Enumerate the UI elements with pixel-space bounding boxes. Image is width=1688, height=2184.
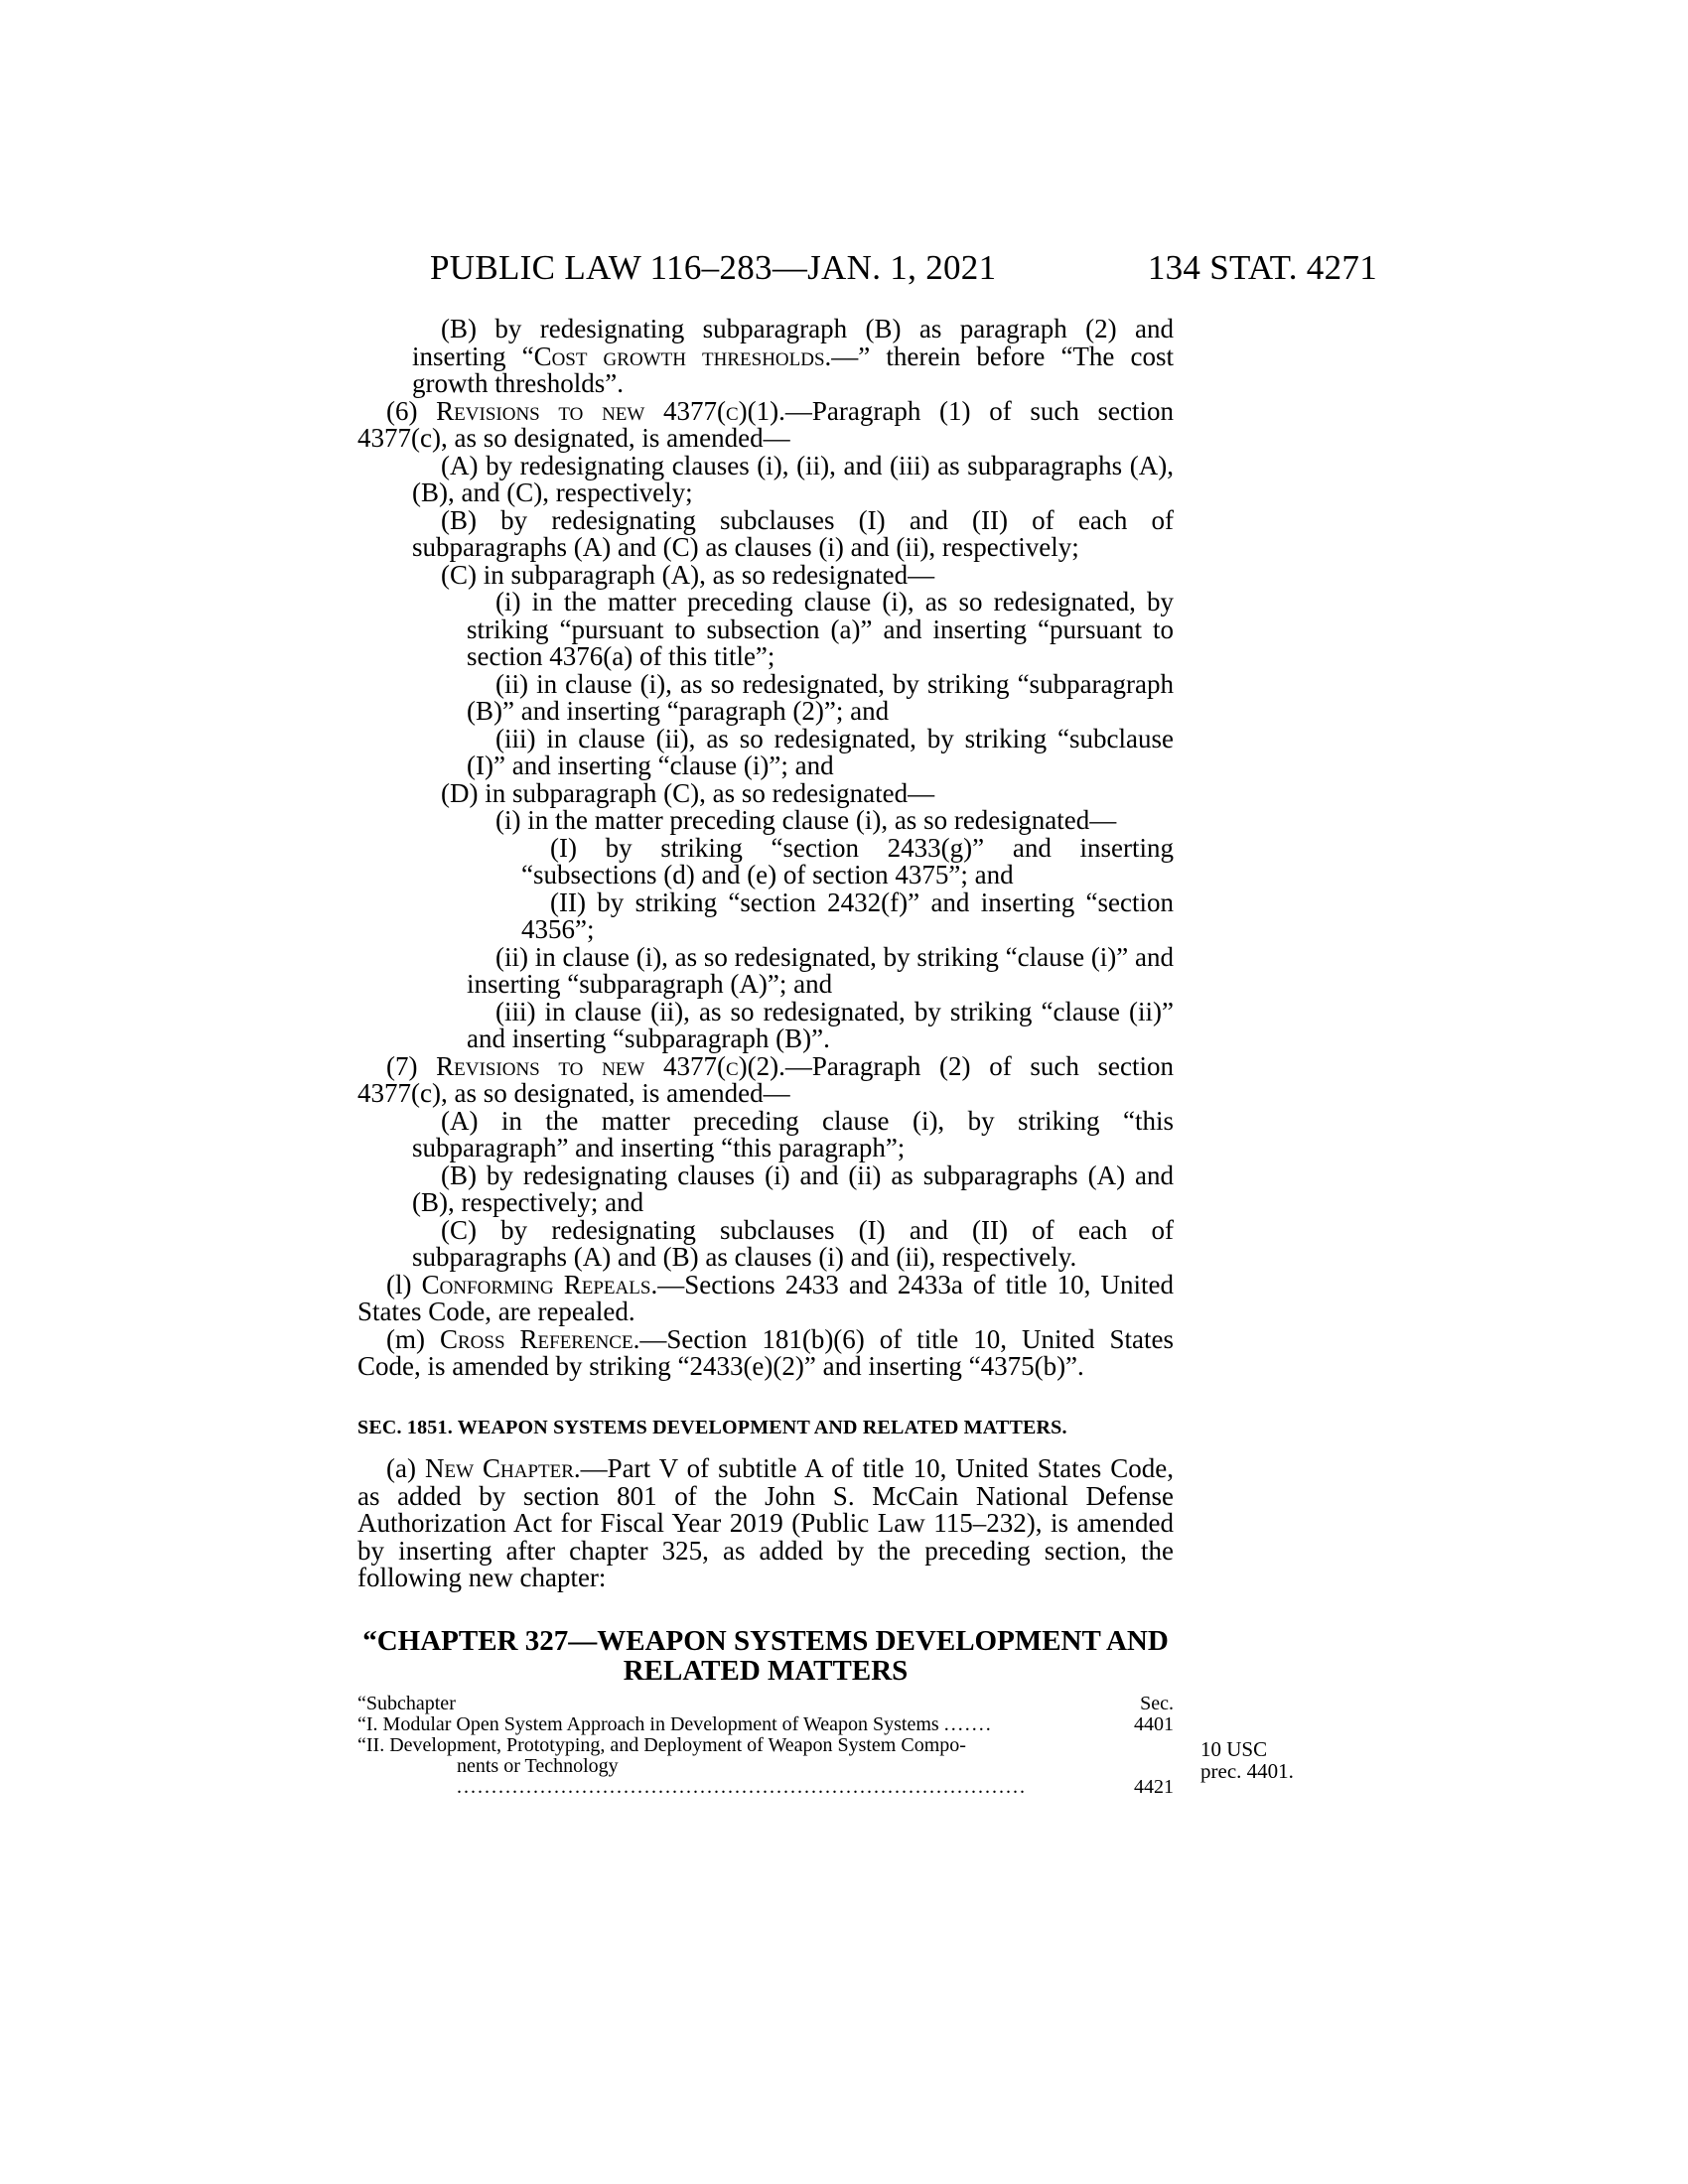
toc-header	[357, 1694, 1174, 1714]
margin-note	[1200, 1738, 1294, 1782]
chapter-heading	[357, 1626, 1174, 1686]
table-of-contents	[357, 1694, 1174, 1798]
paragraph: (6) Revisions to new 4377(c)(1).—Paragraph (1) of such section 4377(c), as so designated, is amended—	[357, 395, 1175, 453]
toc-row-title: “I. Modular Open System Approach in Development of Weapon Systems .......	[357, 1712, 993, 1735]
paragraph: (I) by striking “section 2433(g)” and inserting “subsections (d) and (e) of section 4375”; and	[521, 832, 1174, 889]
running-header-stat-page: 134 STAT. 4271	[1147, 248, 1377, 287]
section-heading: SEC. 1851. WEAPON SYSTEMS DEVELOPMENT AND RELATED MATTERS.	[357, 1416, 1067, 1438]
paragraph: (7) Revisions to new 4377(c)(2).—Paragraph (2) of such section 4377(c), as so designated, is amended—	[357, 1050, 1175, 1108]
paragraph: (iii) in clause (ii), as so redesignated, by striking “clause (ii)” and inserting “subparagraph (B)”.	[467, 996, 1174, 1053]
toc-row-title-cont: nents or Technology	[457, 1754, 619, 1777]
paragraph: (l) Conforming Repeals.—Sections 2433 and 2433a of title 10, United States Code, are repealed.	[357, 1269, 1174, 1326]
paragraph: (B) by redesignating subclauses (I) and (II) of each of subparagraphs (A) and (C) as clauses (i) and (ii), respectively;	[412, 504, 1174, 562]
paragraph: (A) in the matter preceding clause (i), by striking “this subparagraph” and inserting “this paragraph”;	[412, 1105, 1174, 1162]
paragraph-heading: Revisions to new 4377(c)(2)	[436, 1050, 779, 1081]
section-paragraph-a	[357, 1455, 1174, 1592]
paragraph: (C) by redesignating subclauses (I) and (II) of each of subparagraphs (A) and (B) as clauses (i) and (ii), respectively.	[412, 1214, 1174, 1272]
toc-row: “II. Development, Prototyping, and Deployment of Weapon System Compo- nents or Technology .................................................................................. 4421	[357, 1733, 1174, 1798]
body-text	[357, 316, 1174, 1798]
paragraph: (ii) in clause (i), as so redesignated, by striking “subparagraph (B)” and inserting “paragraph (2)”; and	[467, 668, 1174, 726]
paragraph: (B) by redesignating subparagraph (B) as paragraph (2) and inserting “Cost growth thresholds.—” therein before “The cost growth thresholds”.	[412, 314, 1174, 398]
paragraph: (iii) in clause (ii), as so redesignated, by striking “subclause (I)” and inserting “clause (i)”; and	[467, 723, 1174, 780]
paragraph: (ii) in clause (i), as so redesignated, by striking “clause (i)” and inserting “subparagraph (A)”; and	[467, 941, 1175, 999]
paragraph-heading: Cross Reference	[439, 1323, 633, 1354]
toc-col-subchapter: “Subchapter	[357, 1692, 456, 1714]
paragraph: (i) in the matter preceding clause (i), as so redesignated—	[495, 805, 1117, 835]
para-a-number: (a)	[386, 1453, 425, 1483]
paragraph: (II) by striking “section 2432(f)” and inserting “section 4356”;	[521, 887, 1174, 944]
paragraph-list	[357, 316, 1174, 1381]
paragraph: (B) by redesignating clauses (i) and (ii) as subparagraphs (A) and (B), respectively; and	[412, 1160, 1174, 1217]
paragraph: (m) Cross Reference.—Section 181(b)(6) of title 10, United States Code, is amended by striking “2433(e)(2)” and inserting “4375(b)”.	[357, 1323, 1174, 1381]
paragraph: (A) by redesignating clauses (i), (ii), and (iii) as subparagraphs (A), (B), and (C), respectively;	[412, 450, 1174, 507]
paragraph: (C) in subparagraph (A), as so redesignated—	[441, 559, 935, 590]
margin-note-line1: 10 USC	[1200, 1737, 1268, 1761]
toc-row-sec: 4401	[1134, 1712, 1174, 1735]
paragraph: (D) in subparagraph (C), as so redesignated—	[441, 777, 935, 808]
paragraph-heading: Conforming Repeals	[421, 1269, 651, 1299]
margin-note-line2: prec. 4401.	[1200, 1759, 1294, 1783]
toc-row-title: “II. Development, Prototyping, and Deployment of Weapon System Compo-	[357, 1733, 966, 1756]
paragraph-heading: Revisions to new 4377(c)(1)	[436, 395, 779, 426]
toc-row-sec: 4421	[1134, 1775, 1174, 1798]
running-header-title: PUBLIC LAW 116–283—JAN. 1, 2021	[430, 248, 997, 287]
paragraph-heading: Cost growth thresholds	[533, 341, 825, 371]
chapter-heading-line2: RELATED MATTERS	[623, 1654, 909, 1687]
chapter-heading-line1: “CHAPTER 327—WEAPON SYSTEMS DEVELOPMENT AND	[362, 1624, 1169, 1657]
para-a-heading: New Chapter	[424, 1453, 574, 1483]
toc-col-sec: Sec.	[1140, 1692, 1174, 1714]
toc-row	[357, 1714, 1174, 1735]
para-a-text: .—Part V of subtitle A of title 10, United States Code, as added by section 801 of the John S. McCain National Defense Authorization Act for Fiscal Year 2019 (Public Law 115–232), is amended by inserting after chapter 325, as added by the preceding section, the following new chapter:	[357, 1453, 1175, 1592]
paragraph: (i) in the matter preceding clause (i), as so redesignated, by striking “pursuant to subsection (a)” and inserting “pursuant to section 4376(a) of this title”;	[467, 587, 1174, 671]
